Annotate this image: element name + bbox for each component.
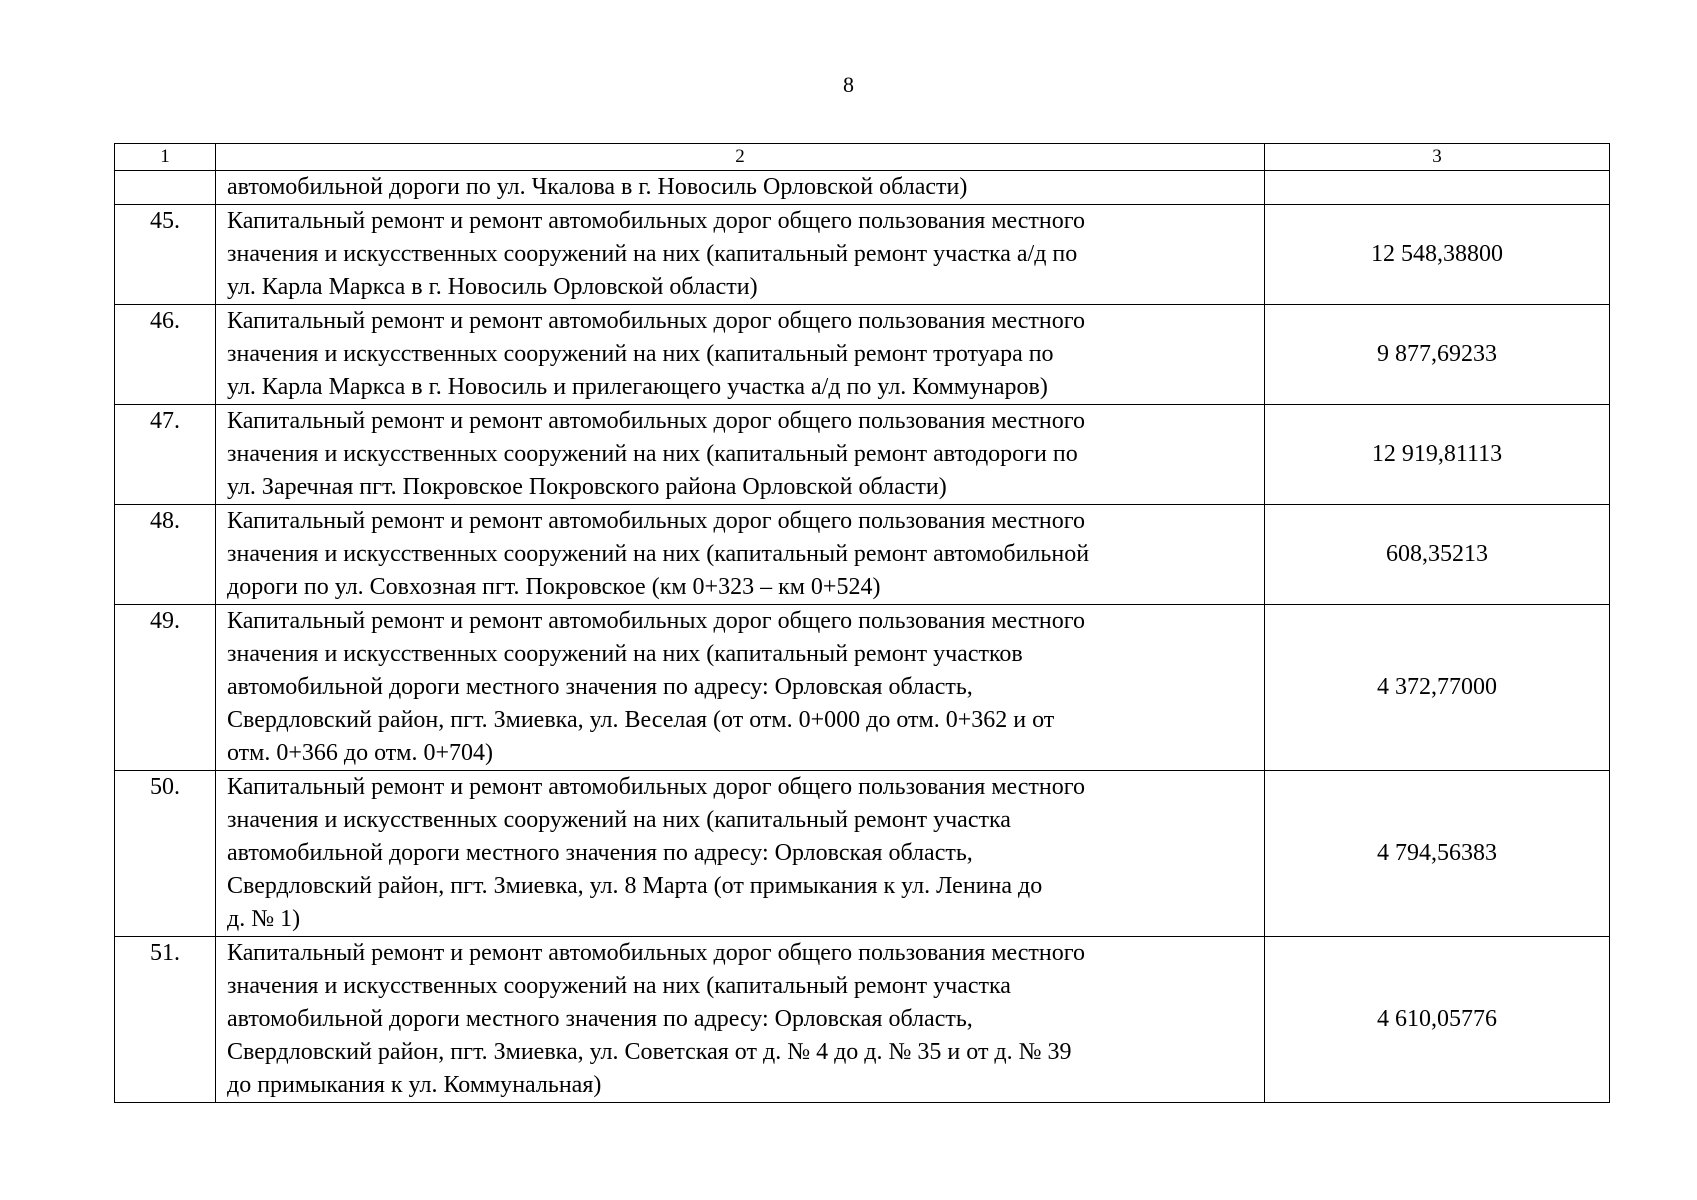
- row-amount: 12 548,38800: [1265, 205, 1610, 305]
- row-amount: 4 794,56383: [1265, 771, 1610, 937]
- description-line: значения и искусственных сооружений на них (капитальный ремонт участка: [227, 807, 1011, 833]
- row-description: автомобильной дороги по ул. Чкалова в г. Новосиль Орловской области): [216, 171, 1265, 205]
- description-line: Капитальный ремонт и ремонт автомобильных дорог общего пользования местного: [227, 608, 1086, 634]
- row-number: 45.: [115, 205, 216, 305]
- table-row: [115, 505, 1610, 605]
- description-line: Капитальный ремонт и ремонт автомобильных дорог общего пользования местного: [227, 940, 1086, 966]
- table-row: [115, 771, 1610, 937]
- row-amount: 9 877,69233: [1265, 305, 1610, 405]
- description-line: автомобильной дороги местного значения по адресу: Орловская область,: [227, 674, 973, 700]
- table-row: [115, 305, 1610, 405]
- description-line: значения и искусственных сооружений на них (капитальный ремонт автомобильной: [227, 541, 1090, 567]
- column-header-1: 1: [115, 144, 216, 171]
- row-amount: [1265, 171, 1610, 205]
- description-line: Свердловский район, пгт. Змиевка, ул. Веселая (от отм. 0+000 до отм. 0+362 и от: [227, 707, 1055, 733]
- description-line: Капитальный ремонт и ремонт автомобильных дорог общего пользования местного: [227, 774, 1086, 800]
- description-line: значения и искусственных сооружений на них (капитальный ремонт тротуара по: [227, 341, 1054, 367]
- page-number: 8: [843, 72, 854, 97]
- row-description: [216, 605, 1265, 771]
- row-amount: 12 919,81113: [1265, 405, 1610, 505]
- continuation-row: [115, 171, 1610, 205]
- table-row: [115, 937, 1610, 1103]
- row-number: 51.: [115, 937, 216, 1103]
- description-line: д. № 1): [227, 906, 301, 932]
- table-row: [115, 605, 1610, 771]
- description-line: Капитальный ремонт и ремонт автомобильных дорог общего пользования местного: [227, 308, 1086, 334]
- description-line: значения и искусственных сооружений на них (капитальный ремонт участка а/д по: [227, 241, 1078, 267]
- row-amount: 4 610,05776: [1265, 937, 1610, 1103]
- row-description: [216, 205, 1265, 305]
- description-line: отм. 0+366 до отм. 0+704): [227, 740, 493, 766]
- table-row: [115, 405, 1610, 505]
- row-number: [115, 171, 216, 205]
- row-number: 48.: [115, 505, 216, 605]
- row-amount: 608,35213: [1265, 505, 1610, 605]
- description-line: Капитальный ремонт и ремонт автомобильных дорог общего пользования местного: [227, 508, 1086, 534]
- row-amount: 4 372,77000: [1265, 605, 1610, 771]
- description-line: Капитальный ремонт и ремонт автомобильных дорог общего пользования местного: [227, 208, 1086, 234]
- description-line: до примыкания к ул. Коммунальная): [227, 1072, 602, 1098]
- row-description: [216, 771, 1265, 937]
- document-table: [114, 143, 1610, 1103]
- row-description: [216, 305, 1265, 405]
- description-line: Свердловский район, пгт. Змиевка, ул. 8 Марта (от примыкания к ул. Ленина до: [227, 873, 1043, 899]
- table-row: [115, 205, 1610, 305]
- row-description: [216, 405, 1265, 505]
- row-description: [216, 937, 1265, 1103]
- description-line: значения и искусственных сооружений на них (капитальный ремонт участков: [227, 641, 1023, 667]
- description-line: значения и искусственных сооружений на них (капитальный ремонт участка: [227, 973, 1011, 999]
- description-line: автомобильной дороги местного значения по адресу: Орловская область,: [227, 1006, 973, 1032]
- description-line: дороги по ул. Совхозная пгт. Покровское (км 0+323 – км 0+524): [227, 574, 881, 600]
- row-number: 50.: [115, 771, 216, 937]
- description-line: ул. Карла Маркса в г. Новосиль Орловской области): [227, 274, 758, 300]
- column-header-2: 2: [216, 144, 1265, 171]
- column-header-3: 3: [1265, 144, 1610, 171]
- row-number: 46.: [115, 305, 216, 405]
- table-header-row: [115, 144, 1610, 171]
- row-description: [216, 505, 1265, 605]
- description-line: автомобильной дороги местного значения по адресу: Орловская область,: [227, 840, 973, 866]
- description-line: значения и искусственных сооружений на них (капитальный ремонт автодороги по: [227, 441, 1078, 467]
- description-line: Свердловский район, пгт. Змиевка, ул. Советская от д. № 4 до д. № 35 и от д. № 39: [227, 1039, 1072, 1065]
- description-line: ул. Заречная пгт. Покровское Покровского района Орловской области): [227, 474, 947, 500]
- description-line: ул. Карла Маркса в г. Новосиль и прилегающего участка а/д по ул. Коммунаров): [227, 374, 1048, 400]
- row-number: 49.: [115, 605, 216, 771]
- description-line: Капитальный ремонт и ремонт автомобильных дорог общего пользования местного: [227, 408, 1086, 434]
- row-number: 47.: [115, 405, 216, 505]
